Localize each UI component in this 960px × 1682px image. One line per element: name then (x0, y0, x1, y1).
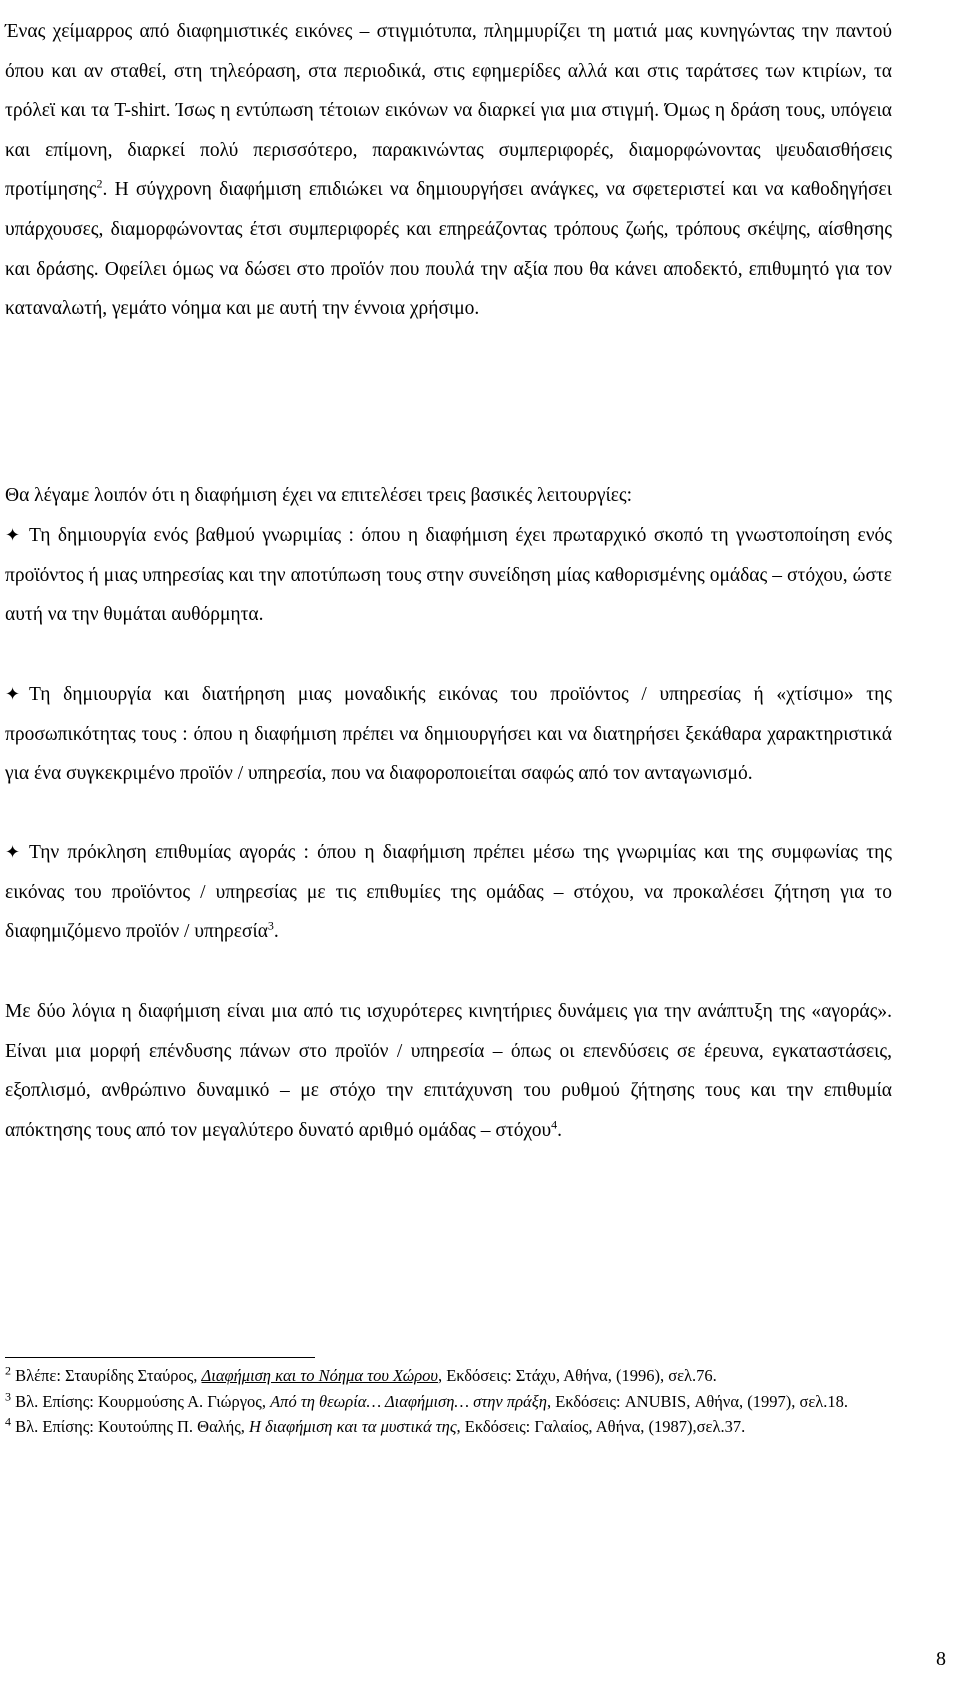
footnote-4 (5, 1415, 892, 1439)
footnote-number: 2 (5, 1363, 11, 1378)
footnote-text: Βλ. Επίσης: Κουρμούσης Α. Γιώργος, (11, 1391, 271, 1411)
footnote-title: Διαφήμιση και το Νόημα του Χώρου (201, 1366, 438, 1385)
footnote-number: 4 (5, 1414, 11, 1429)
footnote-title: Από τη θεωρία… Διαφήμιση… στην πράξη (270, 1391, 547, 1411)
footnote-separator (5, 1357, 315, 1358)
bullet-item-awareness (5, 516, 892, 635)
footnote-number: 3 (5, 1389, 11, 1404)
paragraph-conclusion-text-a: Με δύο λόγια η διαφήμιση είναι μια από τις ισχυρότερες κινητήριες δυνάμεις για την ανάπτυξη της «αγοράς». Είναι μια μορφή επένδυσης πάνων στο προϊόν / υπηρεσία – όπως οι επενδύσεις σε έρευνα, εγκαταστάσεις, εξοπλισμό, ανθρώπινο δυναμικό – με στόχο την επιτάχυνση του ρυθμού ζήτησης τους και την επιθυμία απόκτησης τους από τον μεγαλύτερο δυνατό αριθμό ομάδας – στόχου (5, 1001, 892, 1141)
paragraph-intro (5, 12, 892, 329)
star-bullet-icon: ✦ (5, 684, 21, 704)
footnote-ref-4[interactable]: 4 (551, 1117, 558, 1132)
footnote-text: Βλέπε: Σταυρίδης Σταύρος, (11, 1366, 202, 1385)
paragraph-intro-text-a: Ένας χείμαρρος από διαφημιστικές εικόνες – στιγμιότυπα, πλημμυρίζει τη ματιά μας κυνηγώντας την παντού όπου και αν σταθεί, στη τηλεόραση, στα περιοδικά, στις εφημερίδες αλλά και στις ταράτσες των κτιρίων, τα τρόλεϊ και τα T-shirt. Ίσως η εντύπωση τέτοιων εικόνων να διαρκεί για μια στιγμή. Όμως η δράση τους, υπόγεια και επίμονη, διαρκεί πολύ περισσότερο, παρακινώντας συμπεριφορές, διαμορφώνοντας ψευδαισθήσεις προτίμησης (5, 21, 892, 201)
bullet-item-awareness-text: Τη δημιουργία ενός βαθμού γνωριμίας : όπου η διαφήμιση έχει πρωταρχικό σκοπό τη γνωστοποίηση ενός προϊόντος ή μιας υπηρεσίας και την αποτύπωση τους στην συνείδηση μίας καθορισμένης ομάδας – στόχου, ώστε αυτή να την θυμάται αυθόρμητα. (5, 525, 892, 626)
bullet-item-desire (5, 833, 892, 952)
footnote-text: , Εκδόσεις: Στάχυ, Αθήνα, (1996), σελ.76. (437, 1366, 717, 1385)
paragraph-functions-intro: Θα λέγαμε λοιπόν ότι η διαφήμιση έχει να επιτελέσει τρεις βασικές λειτουργίες: (5, 485, 633, 506)
paragraph-conclusion-text-b: . (557, 1119, 562, 1141)
star-bullet-icon: ✦ (5, 842, 21, 862)
footnote-text: , Εκδόσεις: Γαλαίος, Αθήνα, (1987),σελ.37. (456, 1417, 746, 1437)
star-bullet-icon: ✦ (5, 525, 21, 545)
page-number: 8 (936, 1648, 946, 1670)
bullet-item-desire-tail: . (273, 921, 279, 943)
footnote-3 (5, 1390, 892, 1414)
bullet-item-image-text: Τη δημιουργία και διατήρηση μιας μοναδικής εικόνας του προϊόντος / υπηρεσίας ή «χτίσιμο» της προσωπικότητας τους : όπου η διαφήμιση πρέπει να δημιουργήσει και να διατηρήσει ξεκάθαρα χαρακτηριστικά για ένα συγκεκριμένο προϊόν / υπηρεσία, που να διαφοροποιείται σαφώς από τον ανταγωνισμό. (5, 684, 892, 785)
footnote-title: Η διαφήμιση και τα μυστικά της (249, 1417, 457, 1437)
bullet-item-desire-text: Την πρόκληση επιθυμίας αγοράς : όπου η διαφήμιση πρέπει μέσω της γνωριμίας και της συμφωνίας της εικόνας του προϊόντος / υπηρεσίας με τις επιθυμίες της ομάδας – στόχου, να προκαλέσει ζήτηση για το διαφημιζόμενο προϊόν / υπηρεσία (5, 842, 892, 943)
footnote-ref-3[interactable]: 3 (267, 918, 274, 933)
footnote-text: , Εκδόσεις: ANUBIS, Αθήνα, (1997), σελ.18. (546, 1391, 849, 1411)
footnote-text: Βλ. Επίσης: Κουτούπης Π. Θαλής, (11, 1417, 249, 1437)
bullet-item-image (5, 675, 892, 794)
footnote-ref-2[interactable]: 2 (96, 176, 103, 191)
footnotes-section (5, 1364, 892, 1441)
paragraph-conclusion (5, 992, 892, 1150)
paragraph-intro-text-b: . Η σύγχρονη διαφήμιση επιδιώκει να δημιουργήσει ανάγκες, να σφετεριστεί και να καθοδηγήσει υπάρχουσες, διαμορφώνοντας έτσι συμπεριφορές και επηρεάζοντας τρόπους ζωής, τρόπους σκέψης, αίσθησης και δράσης. Οφείλει όμως να δώσει στο προϊόν που πουλά την αξία που θα κάνει αποδεκτό, επιθυμητό για τον καταναλωτή, γεμάτο νόημα και με αυτή την έννοια χρήσιμο. (5, 179, 892, 320)
footnote-2 (5, 1364, 892, 1388)
